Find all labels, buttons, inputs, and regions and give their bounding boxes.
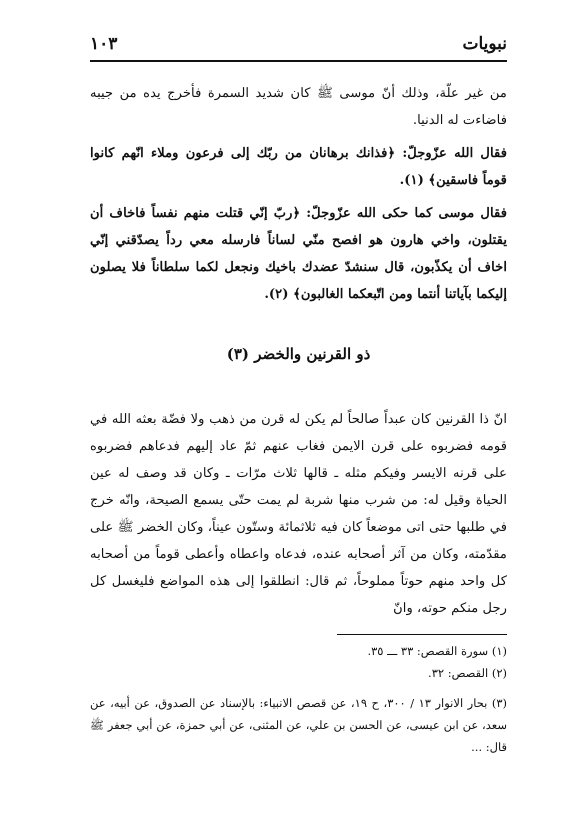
paragraph-4: انّ ذا القرنين كان عبداً صالحاً لم يكن له قرن من ذهب ولا فضّة بعثه الله في قومه فضربوه على قرن الايمن فغاب عنهم ثمّ عاد إليهم فدعاهم فضربوه على قرنه الايسر وفيكم مثله ـ قالها ثلاث مرّات ـ وكان قد وصف له عين الحياة وقيل له: من شرب منها شربة لم يمت حتّى يسمع الصيحة، وانّه خرج في طلبها حتى اتى موضعاً كان فيه ثلاثمائة وستّون عيناً، وكان الخضر ﷺ على مقدّمته، وكان من آثر أصحابه عنده، فدعاه واعطاه وأعطى قوماً من أصحابه كل واحد منهم حوتاً مملوحاً، ثم قال: انطلقوا إلى هذه المواضع فليغسل كل رجل منكم حوته، وانّ xyxy=(90,412,507,616)
section-title: ذو القرنين والخضر (٣) xyxy=(226,345,371,363)
header-rule xyxy=(90,60,507,62)
body-text xyxy=(90,80,507,622)
footnotes xyxy=(90,640,507,758)
page-header xyxy=(90,28,507,54)
footnote-2: (٢) القصص: ٣٢. xyxy=(428,666,507,680)
paragraph-2: فقال الله عزّوجلّ: ﴿فذانك برهانان من ربّك إلى فرعون وملاء انّهم كانوا قوماً فاسقين﴾ (١). xyxy=(90,146,507,188)
page-number: ١٠٣ xyxy=(90,34,118,54)
footnote-1: (١) سورة القصص: ٣٣ ـــ ٣٥. xyxy=(367,644,507,658)
paragraph-3: فقال موسى كما حكى الله عزّوجلّ: ﴿ربّ إنّي قتلت منهم نفساً فاخاف أن يقتلون، واخي هارون هو افصح منّي لساناً فارسله معي رداً يصدّقني إنّي اخاف أن يكذّبون، قال سنشدّ عضدك باخيك ونجعل لكما سلطاناً فلا يصلون إليكما بآياتنا أنتما ومن اتّبعكما الغالبون﴾ (٢). xyxy=(90,206,507,302)
paragraph-1: من غير علّة، وذلك أنّ موسى ﷺ كان شديد السمرة فأخرج يده من جيبه فاضاءت له الدنيا. xyxy=(90,86,507,128)
footnote-rule xyxy=(337,634,507,635)
footnote-3: (٣) بحار الانوار ١٣ / ٣٠٠، ح ١٩، عن قصص الانبياء: بالإسناد عن الصدوق، عن أبيه، عن سعد، عن ابن عيسى، عن الحسن بن علي، عن المثنى، عن أبي حمزة، عن أبي جعفر ﷺ قال: ... xyxy=(90,696,508,754)
running-title: نبويات xyxy=(462,34,507,54)
